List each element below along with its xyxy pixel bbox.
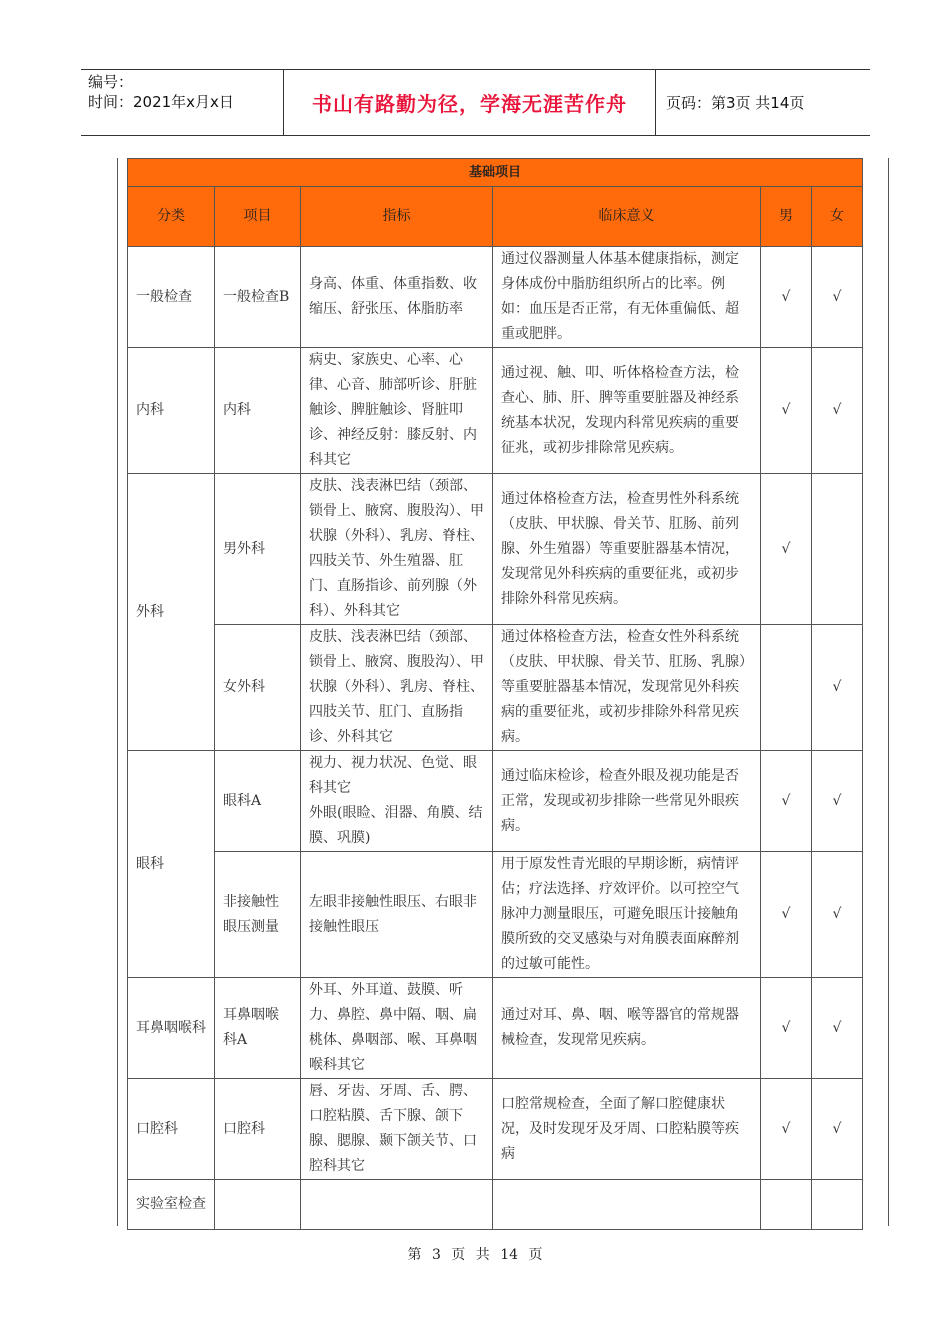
row-indicators: 外耳、外耳道、鼓膜、听力、鼻腔、鼻中隔、咽、扁桃体、鼻咽部、喉、耳鼻咽喉科其它: [301, 978, 493, 1079]
row-meaning: 通过对耳、鼻、咽、喉等器官的常规器械检查，发现常见疾病。: [493, 978, 761, 1079]
header-left: [81, 70, 283, 135]
column-header-meaning: 临床意义: [493, 187, 761, 247]
column-header-female: 女: [812, 187, 863, 247]
page-footer: [0, 1244, 950, 1264]
row-item: 口腔科: [215, 1079, 301, 1180]
column-header-indicators: 指标: [301, 187, 493, 247]
row-indicators: 病史、家族史、心率、心律、心音、肺部听诊、肝脏触诊、脾脏触诊、肾脏叩诊、神经反射：膝反射、内科其它: [301, 348, 493, 474]
column-header-item: 项目: [215, 187, 301, 247]
row-indicators: 视力、视力状况、色觉、眼科其它 外眼(眼睑、泪器、角膜、结膜、巩膜): [301, 751, 493, 852]
table-row: [128, 852, 863, 978]
row-male-check: √: [761, 247, 812, 348]
row-item: 非接触性眼压测量: [215, 852, 301, 978]
footer-page-number: 第 3 页 共 14 页: [407, 1247, 543, 1263]
table-row: [128, 978, 863, 1079]
row-female-check: √: [812, 852, 863, 978]
row-female-check: √: [812, 978, 863, 1079]
row-meaning: 通过体格检查方法，检查女性外科系统（皮肤、甲状腺、骨关节、肛肠、乳腺）等重要脏器基本情况，发现常见外科疾病的重要征兆，或初步排除外科常见疾病。: [493, 625, 761, 751]
table-row: [128, 625, 863, 751]
row-indicators: 身高、体重、体重指数、收缩压、舒张压、体脂肪率: [301, 247, 493, 348]
row-female-check: [812, 1180, 863, 1230]
row-item: 一般检查B: [215, 247, 301, 348]
row-indicators: 左眼非接触性眼压、右眼非接触性眼压: [301, 852, 493, 978]
row-meaning: 通过临床检诊，检查外眼及视功能是否正常，发现或初步排除一些常见外眼疾病。: [493, 751, 761, 852]
table-row: [128, 247, 863, 348]
table-row: [128, 1079, 863, 1180]
document-number-label: 编号：: [88, 73, 134, 91]
row-indicators: 皮肤、浅表淋巴结（颈部、锁骨上、腋窝、腹股沟）、甲状腺（外科）、乳房、脊柱、四肢关节、外生殖器、肛门、直肠指诊、前列腺（外科）、外科其它: [301, 474, 493, 625]
row-item: [215, 1180, 301, 1230]
row-male-check: √: [761, 751, 812, 852]
table-title: 基础项目: [128, 159, 863, 187]
row-meaning: 通过仪器测量人体基本健康指标，测定身体成份中脂肪组织所占的比率。例如：血压是否正常，有无体重偏低、超重或肥胖。: [493, 247, 761, 348]
row-category: 内科: [128, 348, 215, 474]
row-meaning: [493, 1180, 761, 1230]
row-item: 耳鼻咽喉科A: [215, 978, 301, 1079]
row-male-check: √: [761, 978, 812, 1079]
table-row: [128, 348, 863, 474]
row-female-check: √: [812, 751, 863, 852]
row-male-check: [761, 1180, 812, 1230]
row-male-check: [761, 625, 812, 751]
table-row: [128, 474, 863, 625]
row-item: 眼科A: [215, 751, 301, 852]
row-category: 一般检查: [128, 247, 215, 348]
row-meaning: 通过体格检查方法，检查男性外科系统（皮肤、甲状腺、骨关节、肛肠、前列腺、外生殖器）等重要脏器基本情况，发现常见外科疾病的重要征兆，或初步排除外科常见疾病。: [493, 474, 761, 625]
row-indicators: 唇、牙齿、牙周、舌、腭、口腔粘膜、舌下腺、颌下腺、腮腺、颞下颌关节、口腔科其它: [301, 1079, 493, 1180]
table-title-row: [128, 159, 863, 187]
page-header: [81, 69, 870, 136]
row-category: 实验室检查: [128, 1180, 215, 1230]
row-meaning: 口腔常规检查，全面了解口腔健康状况，及时发现牙及牙周、口腔粘膜等疾病: [493, 1079, 761, 1180]
document-time-label: 时间：2021年x月x日: [88, 93, 234, 111]
row-category: 耳鼻咽喉科: [128, 978, 215, 1079]
row-female-check: √: [812, 247, 863, 348]
column-header-male: 男: [761, 187, 812, 247]
row-category: 外科: [128, 474, 215, 751]
row-item: 内科: [215, 348, 301, 474]
row-male-check: √: [761, 474, 812, 625]
row-item: 男外科: [215, 474, 301, 625]
header-middle: [283, 70, 656, 135]
row-female-check: √: [812, 625, 863, 751]
column-header-category: 分类: [128, 187, 215, 247]
row-indicators: [301, 1180, 493, 1230]
table-row: [128, 1180, 863, 1230]
row-item: 女外科: [215, 625, 301, 751]
row-meaning: 通过视、触、叩、听体格检查方法，检查心、肺、肝、脾等重要脏器及神经系统基本状况，发现内科常见疾病的重要征兆，或初步排除常见疾病。: [493, 348, 761, 474]
row-female-check: √: [812, 1079, 863, 1180]
table-row: [128, 751, 863, 852]
row-indicators: 皮肤、浅表淋巴结（颈部、锁骨上、腋窝、腹股沟）、甲状腺（外科）、乳房、脊柱、四肢关节、肛门、直肠指诊、外科其它: [301, 625, 493, 751]
header-motto: 书山有路勤为径，学海无涯苦作舟: [312, 92, 627, 116]
table-header-row: [128, 187, 863, 247]
header-right: [656, 70, 870, 135]
row-female-check: [812, 474, 863, 625]
row-male-check: √: [761, 852, 812, 978]
row-meaning: 用于原发性青光眼的早期诊断，病情评估；疗法选择、疗效评价。以可控空气脉冲力测量眼压，可避免眼压计接触角膜所致的交叉感染与对角膜表面麻醉剂的过敏可能性。: [493, 852, 761, 978]
exam-items-table: [127, 158, 863, 1230]
header-page-code: 页码：第3页 共14页: [666, 94, 805, 112]
row-male-check: √: [761, 348, 812, 474]
row-category: 口腔科: [128, 1079, 215, 1180]
row-male-check: √: [761, 1079, 812, 1180]
row-female-check: √: [812, 348, 863, 474]
row-category: 眼科: [128, 751, 215, 978]
